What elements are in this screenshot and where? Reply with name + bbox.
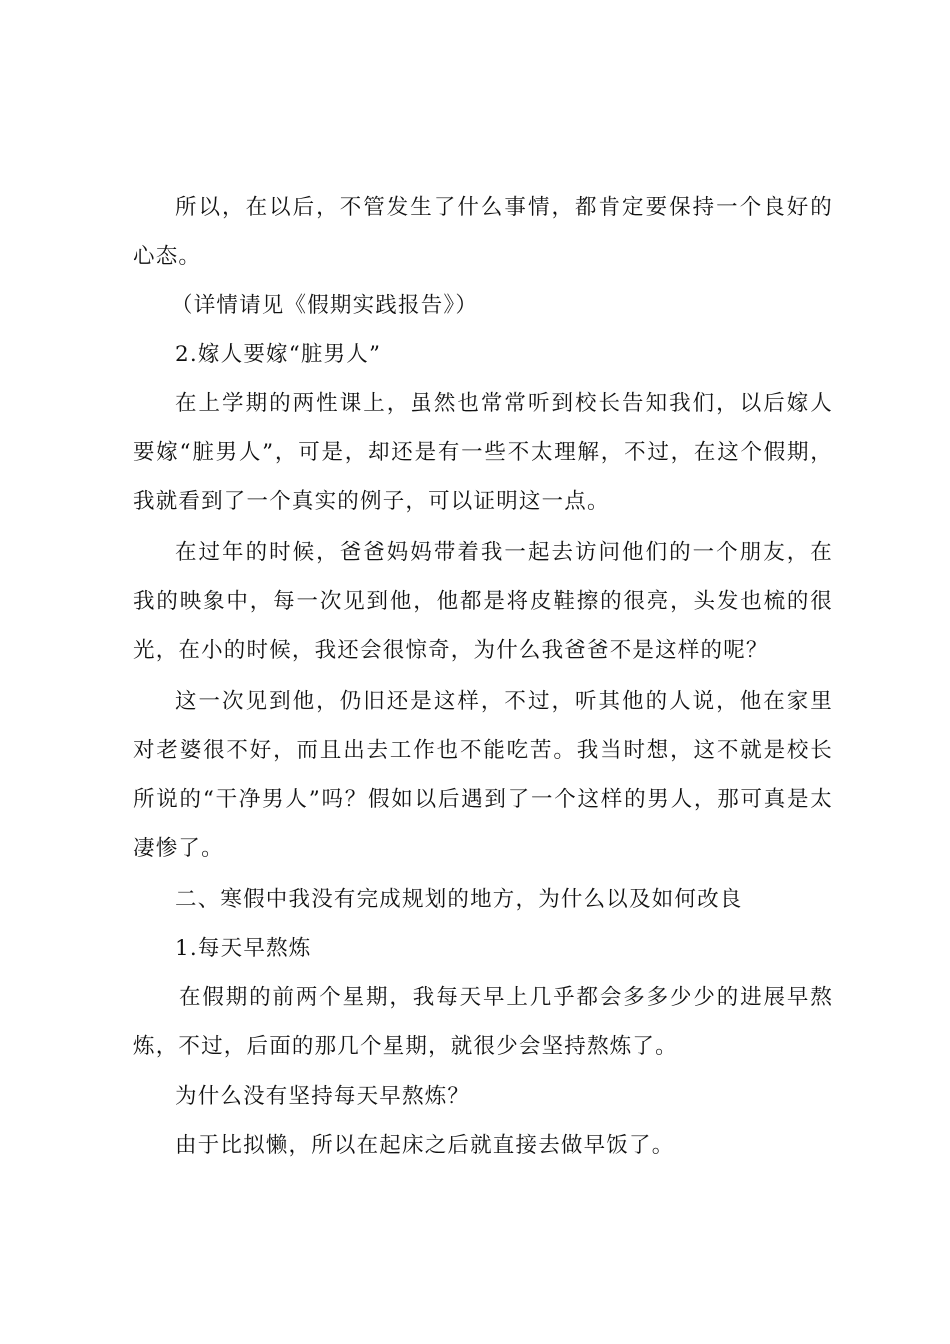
paragraph-why-question: 为什么没有坚持每天早熬炼？ — [175, 1084, 471, 1109]
paragraph-lazy-reason: 由于比拟懒，所以在起床之后就直接去做早饭了。 — [175, 1133, 675, 1158]
paragraph-see-report: （详情请见《假期实践报告》） — [171, 293, 479, 318]
paragraph-gender-class: 在上学期的两性课上，虽然也常常听到校长告知我们，以后嫁人要嫁“脏男人”，可是，却还是有一些不太理解，不过，在这个假期，我就看到了一个真实的例子，可以证明这一点。 — [133, 391, 833, 514]
section-heading-dirty-man: 2.嫁人要嫁“脏男人” — [175, 342, 382, 367]
paragraph-exercise-weeks: 在假期的前两个星期，我每天早上几乎都会多多少少的进展早熬炼，不过，后面的那几个星期，就很少会坚持熬炼了。 — [133, 985, 833, 1059]
paragraph-new-year-visit: 在过年的时候，爸爸妈妈带着我一起去访问他们的一个朋友，在我的映象中，每一次见到他，他都是将皮鞋擦的很亮，头发也梳的很光，在小的时候，我还会很惊奇，为什么我爸爸不是这样的呢？ — [133, 540, 833, 663]
paragraph-clean-man: 这一次见到他，仍旧还是这样，不过，听其他的人说，他在家里对老婆很不好，而且出去工作也不能吃苦。我当时想，这不就是校长所说的“干净男人”吗？假如以后遇到了一个这样的男人，那可真是太凄惨了。 — [133, 689, 833, 861]
paragraph-mindset: 所以，在以后，不管发生了什么事情，都肯定要保持一个良好的心态。 — [133, 195, 833, 269]
subsection-heading-morning-exercise: 1.每天早熬炼 — [175, 936, 312, 961]
section-heading-unfinished-plans: 二、寒假中我没有完成规划的地方，为什么以及如何改良 — [175, 887, 743, 912]
